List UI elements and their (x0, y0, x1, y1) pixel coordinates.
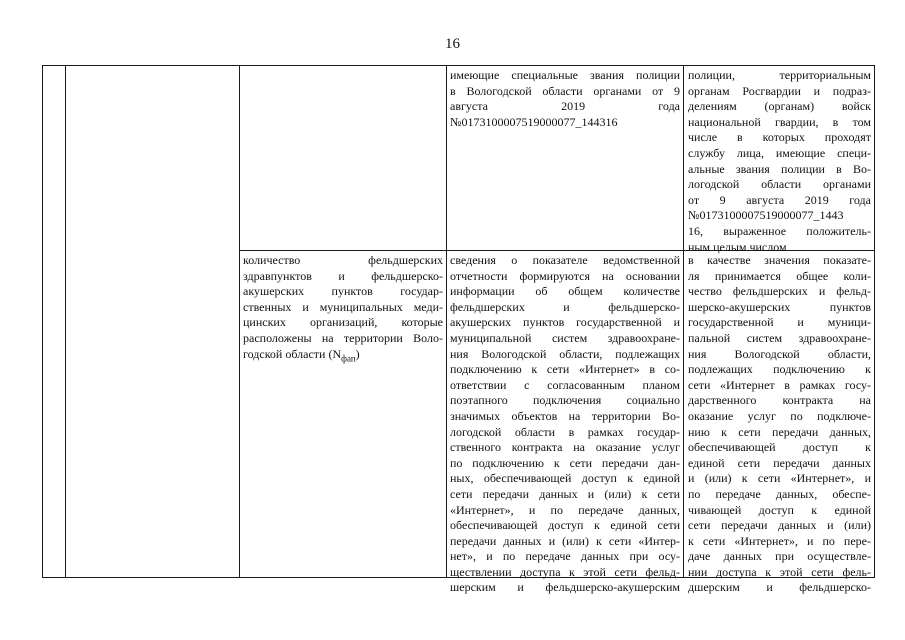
text-line: шерским и фельдшерско-акушерским (450, 580, 680, 595)
text-line: ществлении доступа к этой сети фельд- (450, 564, 680, 579)
text-line: альные звания полиции в Во- (688, 161, 871, 176)
text-line: значимых объектов на территории Во- (450, 408, 680, 423)
text-line: национальной гвардии, в том (688, 114, 871, 129)
text-line: подключению к сети «Интернет» в со- (450, 362, 680, 377)
text-line-with-subscript (243, 347, 443, 367)
text-line: обеспечивающей доступ к (688, 440, 871, 455)
text-line: по подключению к сети передачи дан- (450, 455, 680, 470)
text-line: подлежащих подключению к (688, 362, 871, 377)
text-line: обеспечивающей доступ к единой сети (450, 518, 680, 533)
text-line: фельдшерских и фельдшерско- (450, 299, 680, 314)
text-fragment: годской области (N (243, 346, 342, 361)
text-line: здравпунктов и фельдшерско- (243, 268, 443, 283)
text-line: цинских организаций, которые (243, 315, 443, 330)
col-border-4 (683, 65, 684, 578)
text-line: службу лица, имеющие специ- (688, 145, 871, 160)
col-border-0 (42, 65, 43, 578)
text-line: числе в которых проходят (688, 130, 871, 145)
text-line: по передаче данных, обеспе- (688, 486, 871, 501)
text-line: ственного контракта на оказание услуг (450, 440, 680, 455)
text-line: единой сети передачи данных (688, 455, 871, 470)
col-border-2 (239, 65, 240, 578)
text-line: информации об общем количестве (450, 284, 680, 299)
text-line: августа 2019 года (450, 99, 680, 114)
text-line: акушерских пунктов государ- (243, 284, 443, 299)
text-line: №0173100007519000077_144316 (450, 114, 618, 129)
text-line: логодской области органами (688, 177, 871, 192)
text-line: логодской области в рамках государ- (450, 424, 680, 439)
text-line: ответствии с согласованным планом (450, 377, 680, 392)
text-line: количество фельдшерских (243, 253, 443, 267)
text-line: оказание услуг по подключе- (688, 408, 871, 423)
text-line: отчетности формируются на основании (450, 268, 680, 283)
row2-col3-text (450, 253, 680, 596)
text-line: акушерских пунктов государственной и (450, 315, 680, 330)
col-border-3 (446, 65, 447, 578)
text-line: ния Вологодской области, подлежащих (450, 346, 680, 361)
text-line: чивающей доступ к единой (688, 502, 871, 517)
text-line: к сети «Интернет», и по пере- (688, 533, 871, 548)
text-line: ных, обеспечивающей доступ к единой (450, 471, 680, 486)
row2-col2-text (243, 253, 443, 367)
text-line: шерско-акушерских пунктов (688, 299, 871, 314)
text-line: сети «Интернет в рамках госу- (688, 377, 871, 392)
text-line: поэтапного подключения социально (450, 393, 680, 408)
text-line: делениям (органам) войск (688, 99, 871, 114)
text-line: даче данных при осуществле- (688, 549, 871, 564)
page-number: 16 (445, 36, 460, 52)
text-line: дарственного контракта на (688, 393, 871, 408)
table-top-border (42, 65, 875, 66)
row1-col4-text (688, 68, 871, 255)
text-line: дшерским и фельдшерско- (688, 580, 871, 595)
text-line: сети передачи данных и (или) к сети (450, 486, 680, 501)
text-line: чество фельдшерских и фельд- (688, 284, 871, 299)
text-line: государственной и муници- (688, 315, 871, 330)
text-line: нию к сети передачи данных, (688, 424, 871, 439)
text-line: в качестве значения показате- (688, 253, 871, 267)
text-line: от 9 августа 2019 года (688, 192, 871, 207)
text-line: сведения о показателе ведомственной (450, 253, 680, 267)
text-line: ственных и муниципальных меди- (243, 299, 443, 314)
col-border-1 (65, 65, 66, 578)
text-line: имеющие специальные звания полиции (450, 68, 680, 82)
text-line: нии доступа к этой сети фель- (688, 564, 871, 579)
text-line: ля принимается общее коли- (688, 268, 871, 283)
subscript: фап (341, 352, 356, 363)
text-fragment: ) (355, 346, 360, 361)
text-line: пальной систем здравоохране- (688, 330, 871, 345)
col-border-5 (874, 65, 875, 578)
text-line: передачи данных и (или) к сети «Интер- (450, 533, 680, 548)
text-line: в Вологодской области органами от 9 (450, 83, 680, 98)
text-line: №0173100007519000077_1443 (688, 208, 844, 223)
text-line: полиции, территориальным (688, 68, 871, 82)
text-line: нет», и по передаче данных при осу- (450, 549, 680, 564)
text-line: муниципальной систем здравоохране- (450, 330, 680, 345)
text-line: и (или) к сети «Интернет», и (688, 471, 871, 486)
row2-col4-text (688, 253, 871, 596)
text-line: органам Росгвардии и подраз- (688, 83, 871, 98)
row1-col3-text (450, 68, 680, 130)
text-line: расположены на территории Воло- (243, 330, 443, 345)
text-line: сети передачи данных и (или) (688, 518, 871, 533)
text-line: ным целым числом (688, 239, 787, 254)
text-line: «Интернет», и по передаче данных, (450, 502, 680, 517)
text-line: ния Вологодской области, (688, 346, 871, 361)
text-line: 16, выраженное положитель- (688, 223, 871, 238)
